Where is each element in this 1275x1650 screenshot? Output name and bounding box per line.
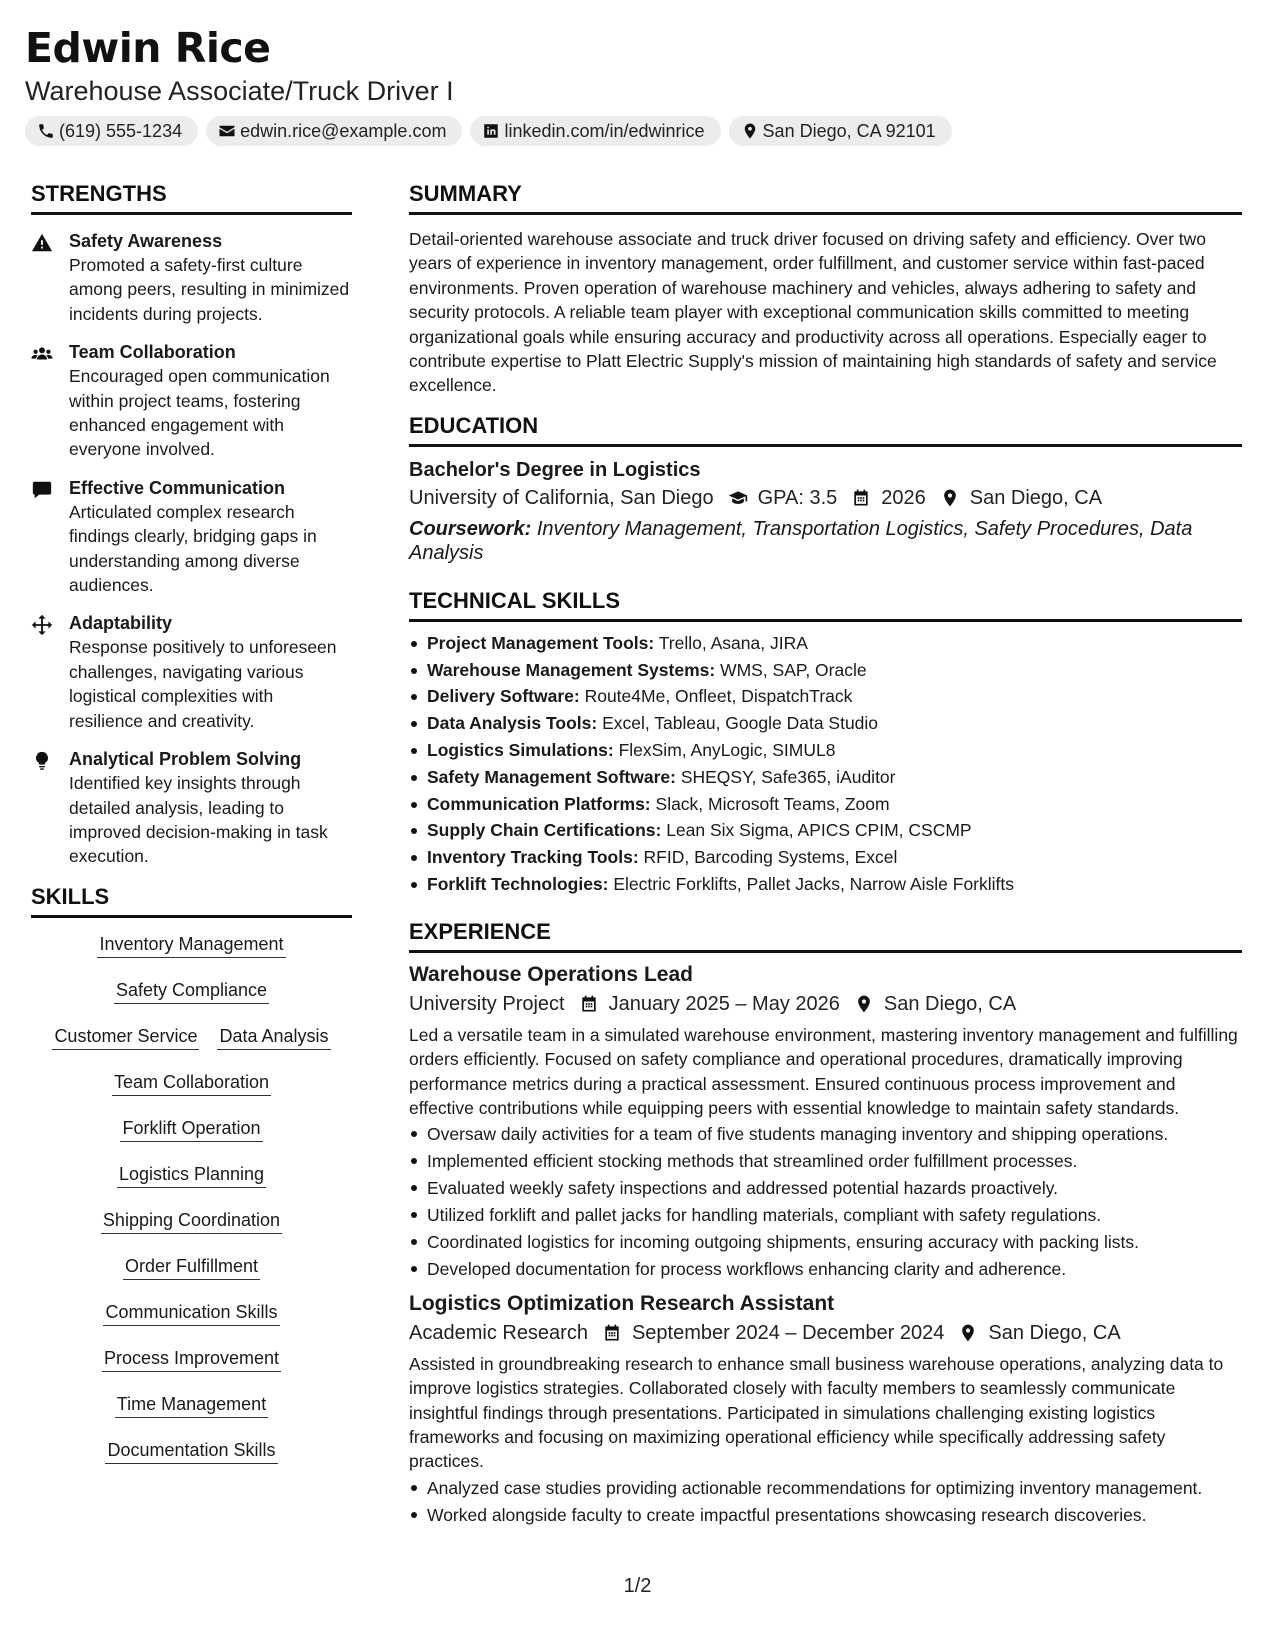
strength-title: Analytical Problem Solving	[69, 749, 302, 770]
tech-skill-item	[409, 737, 1242, 764]
phone-chip	[25, 116, 198, 146]
tech-skill-item	[409, 710, 1242, 737]
job-bullet: Coordinated logistics for incoming outgoing shipments, ensuring accuracy with packing lists.	[409, 1230, 1242, 1254]
tech-skill-label: Forklift Technologies:	[427, 874, 609, 895]
tech-skill-item	[409, 683, 1242, 710]
degree-title: Bachelor's Degree in Logistics	[409, 458, 701, 481]
linkedin-text: linkedin.com/in/edwinrice	[504, 120, 705, 141]
tech-skill-value: RFID, Barcoding Systems, Excel	[643, 847, 898, 868]
tech-skill-item	[409, 871, 1242, 898]
tech-skill-label: Supply Chain Certifications:	[427, 820, 662, 841]
strength-item	[31, 611, 352, 733]
warning-icon	[31, 232, 53, 254]
strength-item	[31, 229, 352, 326]
phone-icon	[37, 122, 55, 140]
tech-skill-value: Route4Me, Onfleet, DispatchTrack	[584, 686, 853, 707]
skill-tag: Team Collaboration	[112, 1070, 271, 1096]
page-number: 1/2	[623, 1575, 652, 1597]
tech-skill-value: WMS, SAP, Oracle	[720, 659, 867, 680]
skill-tag: Logistics Planning	[117, 1162, 266, 1188]
coursework-label: Coursework:	[409, 517, 532, 540]
contact-bar	[25, 116, 1255, 146]
job-bullets	[409, 1476, 1242, 1527]
job-title: Warehouse Operations Lead	[409, 962, 693, 986]
school-name: University of California, San Diego	[409, 486, 714, 509]
job-bullets	[409, 1122, 1242, 1281]
tech-skill-value: SHEQSY, Safe365, iAuditor	[680, 766, 896, 787]
lightbulb-icon	[31, 750, 53, 772]
tech-skill-label: Delivery Software:	[427, 686, 580, 707]
location-chip	[729, 116, 952, 146]
job-meta	[409, 1318, 1242, 1348]
strength-desc: Response positively to unforeseen challenges, navigating various logistical complexities with resilience and creativity.	[69, 637, 337, 731]
calendar-icon	[579, 994, 599, 1014]
map-pin-icon	[854, 994, 874, 1014]
strength-item	[31, 340, 352, 462]
job-entry	[409, 961, 1242, 1282]
job-bullet: Utilized forklift and pallet jacks for handling materials, compliant with safety regulations.	[409, 1203, 1242, 1227]
strength-title: Effective Communication	[69, 477, 286, 498]
map-pin-icon	[958, 1323, 978, 1343]
tech-skill-label: Project Management Tools:	[427, 632, 655, 653]
skill-tag: Shipping Coordination	[101, 1208, 282, 1234]
tech-skill-item	[409, 844, 1242, 871]
skill-tag: Process Improvement	[102, 1346, 281, 1372]
tech-skill-value: Trello, Asana, JIRA	[658, 632, 808, 653]
skill-tag: Communication Skills	[103, 1300, 279, 1326]
tech-skill-value: Excel, Tableau, Google Data Studio	[602, 713, 879, 734]
summary-heading: SUMMARY	[409, 180, 1242, 215]
job-bullet: Analyzed case studies providing actionable recommendations for optimizing inventory management.	[409, 1476, 1242, 1500]
skills-list	[31, 932, 352, 1484]
skill-tag: Data Analysis	[217, 1024, 330, 1050]
tech-skill-value: Lean Six Sigma, APICS CPIM, CSCMP	[666, 820, 972, 841]
strength-title: Safety Awareness	[69, 231, 223, 251]
tech-skill-item	[409, 630, 1242, 657]
job-location: San Diego, CA	[988, 1321, 1121, 1344]
skill-tag: Inventory Management	[97, 932, 285, 958]
strength-title: Team Collaboration	[69, 342, 236, 363]
linkedin-icon	[482, 122, 500, 140]
job-bullet: Oversaw daily activities for a team of five students managing inventory and shipping operations.	[409, 1122, 1242, 1146]
linkedin-chip[interactable]	[470, 116, 720, 146]
graduation-cap-icon	[728, 488, 748, 508]
map-pin-icon	[741, 122, 759, 140]
education-meta	[409, 483, 1242, 513]
tech-skill-value: Slack, Microsoft Teams, Zoom	[655, 793, 890, 814]
left-column	[31, 180, 352, 1484]
job-bullet: Worked alongside faculty to create impactful presentations showcasing research discoveries.	[409, 1503, 1242, 1527]
strength-item	[31, 476, 352, 598]
calendar-icon	[851, 488, 871, 508]
job-description: Led a versatile team in a simulated warehouse environment, mastering inventory management and fulfilling orders efficiently. Focused on safety compliance and operational procedures, dramatically improving performance metrics during a practical assessment. Ensured continuous process improvement and effective contributions while equipping peers with essential knowledge to maintain safety standards.	[409, 1024, 1238, 1119]
strength-desc: Promoted a safety-first culture among peers, resulting in minimized incidents during projects.	[69, 255, 350, 324]
coursework-list: Inventory Management, Transportation Logistics, Safety Procedures, Data Analysis	[409, 517, 1193, 564]
tech-skill-item	[409, 764, 1242, 791]
technical-skills-list	[409, 630, 1242, 898]
move-arrows-icon	[31, 614, 53, 636]
job-meta	[409, 989, 1242, 1019]
resume-header	[25, 22, 1255, 146]
candidate-name: Edwin Rice	[25, 24, 271, 72]
strength-item	[31, 747, 352, 869]
tech-skill-label: Logistics Simulations:	[427, 740, 614, 761]
strengths-heading: STRENGTHS	[31, 180, 352, 215]
tech-skill-value: Electric Forklifts, Pallet Jacks, Narrow Aisle Forklifts	[613, 874, 1015, 895]
job-title: Logistics Optimization Research Assistant	[409, 1291, 835, 1315]
strength-desc: Identified key insights through detailed analysis, leading to improved decision-making in task execution.	[69, 773, 328, 867]
job-entry	[409, 1290, 1242, 1527]
skill-tag: Safety Compliance	[114, 978, 269, 1004]
job-dates: January 2025 – May 2026	[608, 992, 840, 1015]
calendar-icon	[602, 1323, 622, 1343]
right-column	[409, 180, 1242, 1530]
strength-desc: Articulated complex research findings clearly, bridging gaps in understanding among diverse audiences.	[69, 501, 317, 596]
skill-tag: Time Management	[115, 1392, 268, 1418]
tech-skill-label: Safety Management Software:	[427, 766, 676, 787]
skill-tag: Documentation Skills	[105, 1438, 277, 1464]
strength-desc: Encouraged open communication within project teams, fostering enhanced engagement with everyone involved.	[69, 366, 330, 460]
tech-skill-item	[409, 657, 1242, 684]
skill-tag: Forklift Operation	[120, 1116, 262, 1142]
job-org: University Project	[409, 992, 565, 1015]
tech-skill-label: Communication Platforms:	[427, 793, 651, 814]
tech-skill-item	[409, 791, 1242, 818]
comment-icon	[31, 479, 53, 501]
skill-tag: Customer Service	[52, 1024, 199, 1050]
job-org: Academic Research	[409, 1321, 588, 1344]
strength-title: Adaptability	[69, 613, 173, 634]
job-dates: September 2024 – December 2024	[631, 1321, 945, 1344]
skill-tag: Order Fulfillment	[123, 1254, 260, 1280]
job-bullet: Developed documentation for process workflows enhancing clarity and adherence.	[409, 1257, 1242, 1281]
technical-skills-heading: TECHNICAL SKILLS	[409, 587, 1242, 622]
job-description: Assisted in groundbreaking research to enhance small business warehouse operations, analyzing data to improve logistics strategies. Collaborated closely with faculty members to seamlessly communicate insightful findings through presentations. Participated in simulations challenging existing logistics frameworks and focusing on maximizing operational efficiency while specifically addressing safety practices.	[409, 1353, 1224, 1472]
location-text: San Diego, CA 92101	[762, 120, 936, 141]
phone-text: (619) 555-1234	[59, 120, 183, 141]
map-pin-icon	[940, 488, 960, 508]
job-bullet: Implemented efficient stocking methods that streamlined order fulfillment processes.	[409, 1149, 1242, 1173]
users-icon	[31, 343, 53, 365]
coursework	[409, 517, 1242, 565]
tech-skill-item	[409, 817, 1242, 844]
email-chip[interactable]	[206, 116, 462, 146]
job-bullet: Evaluated weekly safety inspections and addressed potential hazards proactively.	[409, 1176, 1242, 1200]
tech-skill-value: FlexSim, AnyLogic, SIMUL8	[618, 740, 836, 761]
experience-heading: EXPERIENCE	[409, 918, 1242, 953]
email-text: edwin.rice@example.com	[240, 120, 447, 141]
gpa-text: GPA: 3.5	[757, 486, 838, 509]
graduation-year: 2026	[881, 486, 926, 509]
job-location: San Diego, CA	[883, 992, 1017, 1015]
tech-skill-label: Inventory Tracking Tools:	[427, 847, 639, 868]
strengths-list	[31, 229, 352, 869]
candidate-title: Warehouse Associate/Truck Driver I	[25, 76, 454, 106]
summary-text: Detail-oriented warehouse associate and truck driver focused on driving safety and efficiency. Over two years of experience in inventory management, order fulfillment, and customer service within fast-paced environments. Proven operation of warehouse machinery and vehicles, always adhering to safety and security protocols. A reliable team player with exceptional communication skills committed to meeting organizational goals while ensuring accuracy and productivity across all operations. Especially eager to contribute expertise to Platt Electric Supply's mission of maintaining high standards of safety and service excellence.	[409, 229, 1217, 396]
envelope-icon	[218, 122, 236, 140]
education-heading: EDUCATION	[409, 412, 1242, 447]
skills-heading: SKILLS	[31, 883, 352, 918]
tech-skill-label: Data Analysis Tools:	[427, 713, 598, 734]
tech-skill-label: Warehouse Management Systems:	[427, 659, 716, 680]
school-location: San Diego, CA	[969, 486, 1103, 509]
